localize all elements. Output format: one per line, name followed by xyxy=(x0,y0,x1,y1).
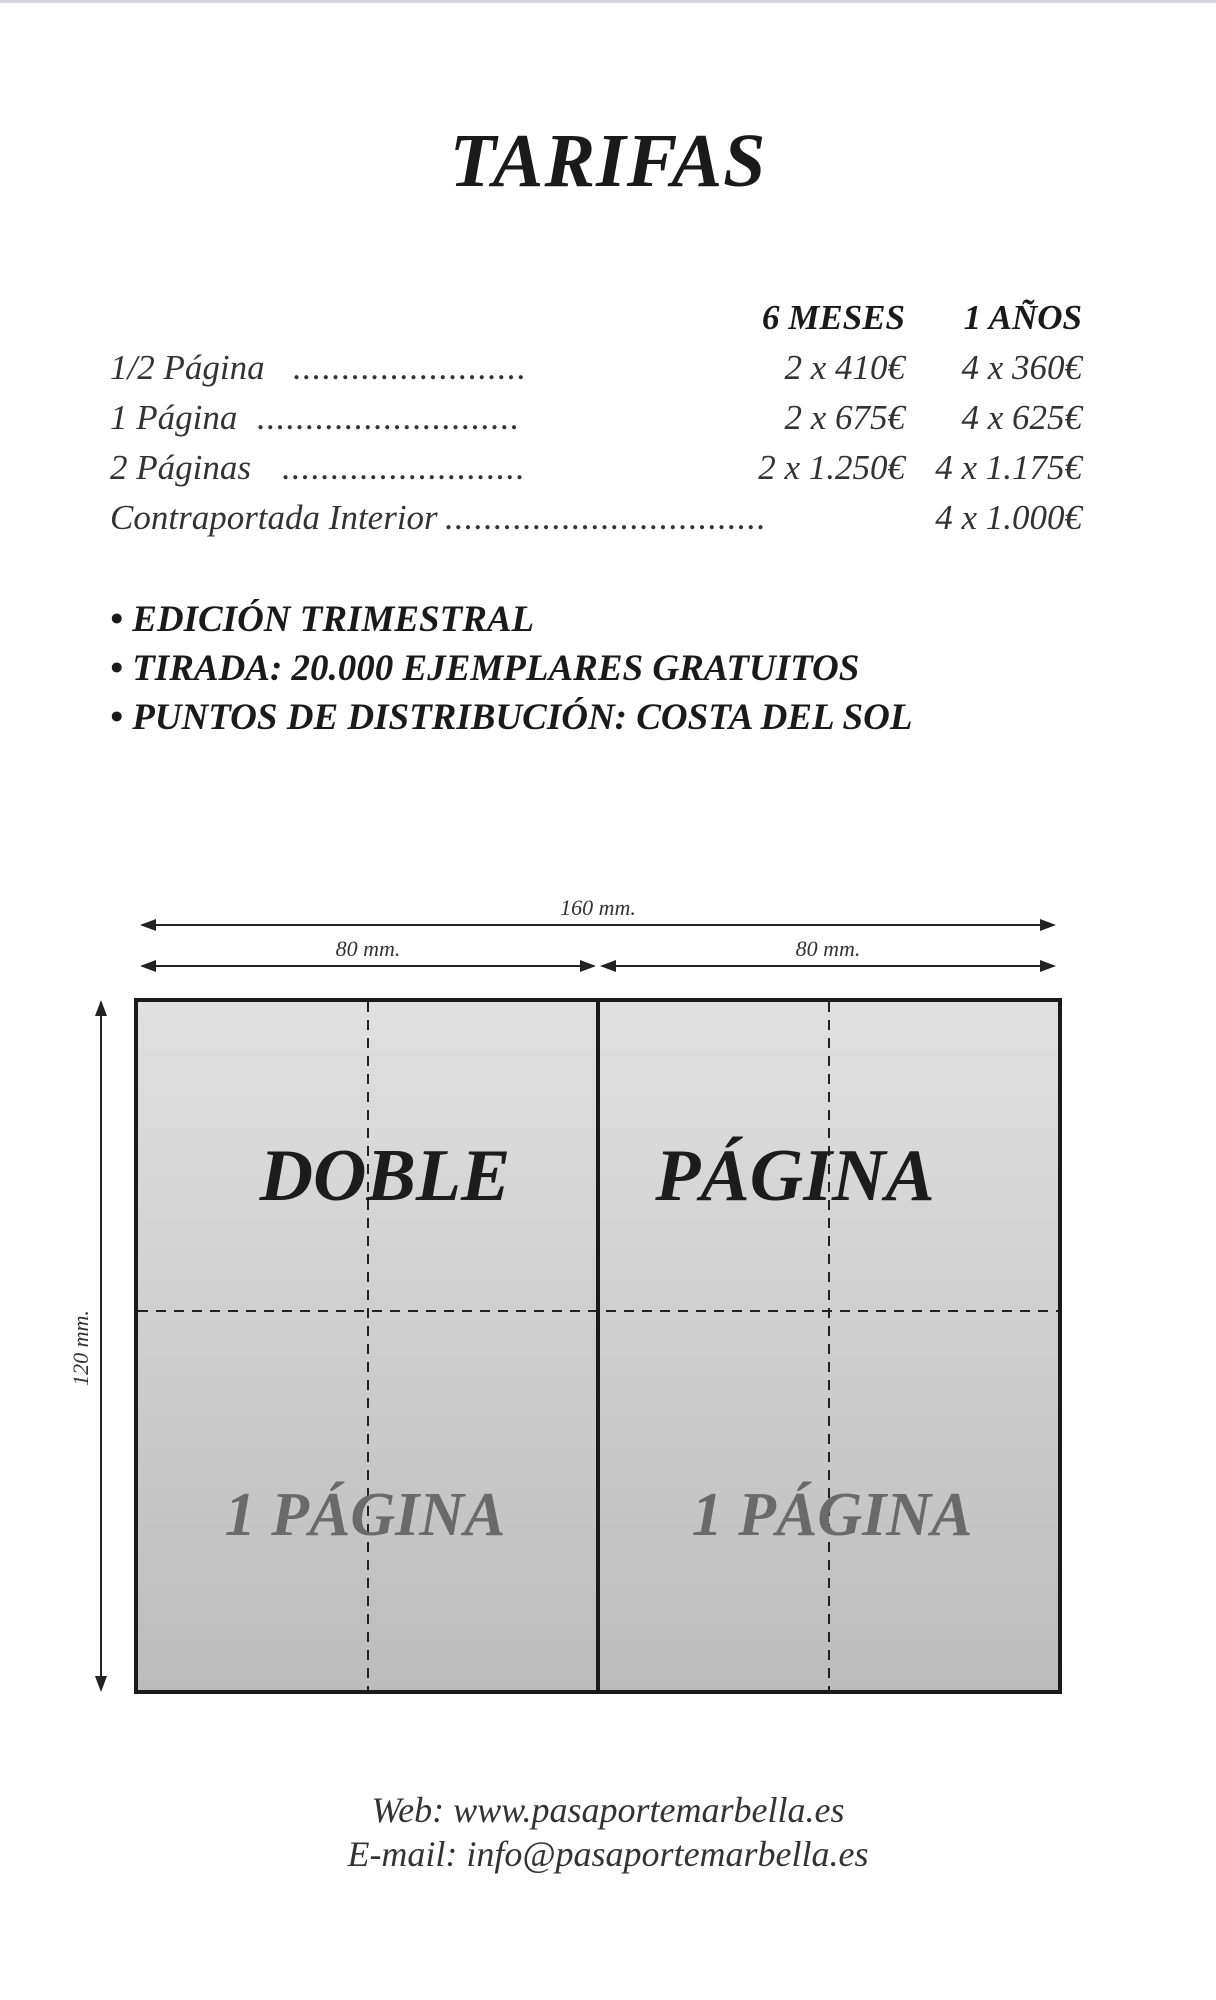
contact-footer xyxy=(0,1788,1216,1876)
price-row-label: 2 Páginas xyxy=(110,448,251,487)
price-one-year: 4 x 1.000€ xyxy=(935,498,1082,537)
leader-dots: ........................ xyxy=(293,348,527,387)
price-one-year: 4 x 1.175€ xyxy=(935,448,1082,487)
price-header-row xyxy=(110,298,1082,348)
left-width-arrow xyxy=(140,960,596,972)
right-page-label: 1 PÁGINA xyxy=(691,1481,973,1549)
price-six-months: 2 x 675€ xyxy=(784,398,905,437)
price-row xyxy=(110,498,1082,548)
price-table xyxy=(110,298,1082,548)
double-label-left: DOBLE xyxy=(259,1135,511,1217)
double-label-right: PÁGINA xyxy=(655,1135,935,1217)
bullet-edition: • EDICIÓN TRIMESTRAL xyxy=(110,599,535,640)
left-page-label: 1 PÁGINA xyxy=(224,1481,506,1549)
price-six-months: 2 x 410€ xyxy=(784,348,905,387)
header-one-year: 1 AÑOS xyxy=(963,298,1082,337)
total-width-label: 160 mm. xyxy=(560,895,636,920)
info-bullets xyxy=(110,598,1110,745)
price-row-label: Contraportada Interior xyxy=(110,498,438,537)
page-title: TARIFAS xyxy=(449,119,767,203)
right-width-label: 80 mm. xyxy=(795,936,861,961)
left-width-label: 80 mm. xyxy=(335,936,401,961)
email-link[interactable]: E-mail: info@pasaportemarbella.es xyxy=(347,1834,869,1874)
price-row xyxy=(110,398,1082,448)
page-size-diagram xyxy=(0,880,1216,1730)
price-six-months: 2 x 1.250€ xyxy=(758,448,905,487)
web-link[interactable]: Web: www.pasaportemarbella.es xyxy=(371,1790,845,1830)
height-label: 120 mm. xyxy=(68,1310,93,1386)
price-row xyxy=(110,448,1082,498)
bullet-print-run: • TIRADA: 20.000 EJEMPLARES GRATUITOS xyxy=(110,648,860,689)
price-row xyxy=(110,348,1082,398)
leader-dots: ........................... xyxy=(257,398,521,437)
leader-dots: ................................. xyxy=(445,498,767,537)
price-row-label: 1 Página xyxy=(110,398,238,437)
price-one-year: 4 x 360€ xyxy=(961,348,1082,387)
price-one-year: 4 x 625€ xyxy=(961,398,1082,437)
header-six-months: 6 MESES xyxy=(762,298,905,337)
total-width-arrow xyxy=(140,919,1056,931)
right-width-arrow xyxy=(600,960,1056,972)
bullet-distribution: • PUNTOS DE DISTRIBUCIÓN: COSTA DEL SOL xyxy=(110,697,913,738)
price-row-label: 1/2 Página xyxy=(110,348,265,387)
top-border xyxy=(0,0,1216,3)
leader-dots: ......................... xyxy=(282,448,526,487)
height-arrow xyxy=(95,1000,107,1692)
